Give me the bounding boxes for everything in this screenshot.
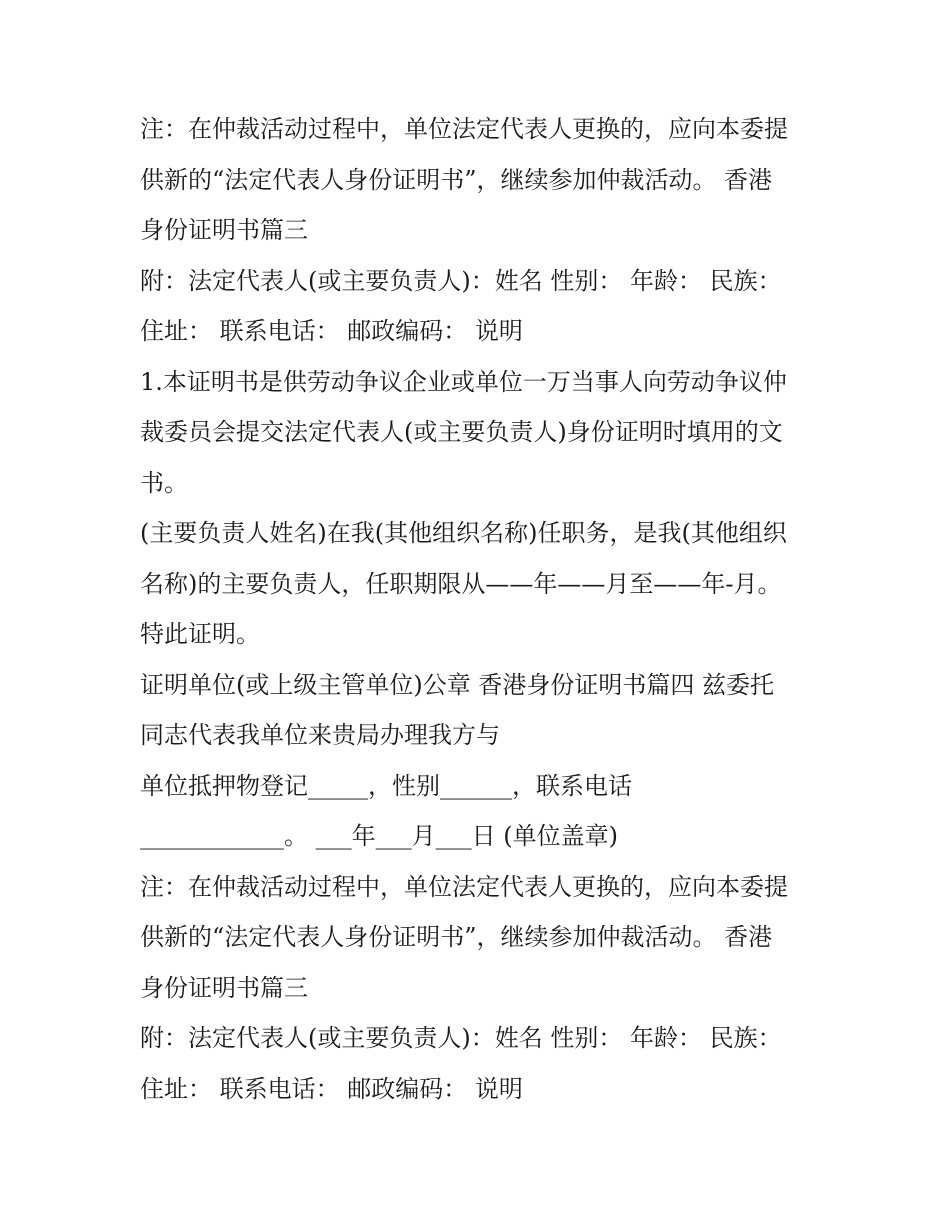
text-line: 裁委员会提交法定代表人(或主要负责人)身份证明时填用的文 <box>140 418 783 446</box>
document-body <box>140 104 830 1114</box>
text-line: 名称)的主要负责人，任职期限从——年——月至——年-月。 <box>140 569 782 598</box>
text-line: 附：法定代表人(或主要负责人)：姓名 性别： 年龄： 民族： <box>140 1024 782 1052</box>
text-line: 身份证明书篇三 <box>140 973 308 1002</box>
text-line: 特此证明。 <box>140 620 260 648</box>
text-line: 单位抵押物登记_____，性别______，联系电话 <box>140 771 632 800</box>
text-line: ____________。 ___年___月___日 (单位盖章) <box>140 822 618 850</box>
text-line: 供新的“法定代表人身份证明书”，继续参加仲裁活动。 香港 <box>140 923 773 951</box>
text-line: 住址： 联系电话： 邮政编码： 说明 <box>140 317 523 345</box>
text-line: 供新的“法定代表人身份证明书”，继续参加仲裁活动。 香港 <box>140 165 773 194</box>
text-line: 证明单位(或上级主管单位)公章 香港身份证明书篇四 兹委托 <box>140 670 774 699</box>
text-line: 同志代表我单位来贵局办理我方与 <box>140 721 500 749</box>
text-line: 附：法定代表人(或主要负责人)：姓名 性别： 年龄： 民族： <box>140 266 782 295</box>
text-line: 书。 <box>140 468 188 497</box>
text-line: 注：在仲裁活动过程中，单位法定代表人更换的，应向本委提 <box>140 115 788 143</box>
text-line: 1.本证明书是供劳动争议企业或单位一万当事人向劳动争议仲 <box>140 367 787 396</box>
text-line: 身份证明书篇三 <box>140 216 308 244</box>
text-line: 注：在仲裁活动过程中，单位法定代表人更换的，应向本委提 <box>140 872 788 901</box>
text-line: (主要负责人姓名)在我(其他组织名称)任职务，是我(其他组织 <box>140 519 787 547</box>
text-line: 住址： 联系电话： 邮政编码： 说明 <box>140 1074 523 1103</box>
